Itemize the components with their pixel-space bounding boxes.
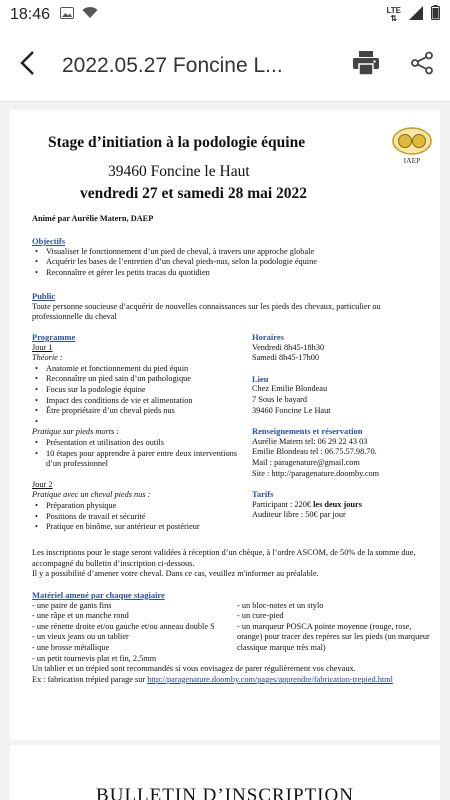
lieu-line: 7 Sous le bayard <box>252 394 308 404</box>
inscriptions-section <box>32 548 432 580</box>
printer-icon <box>353 51 379 80</box>
iaep-logo <box>390 126 434 166</box>
status-bar <box>0 0 450 30</box>
inscriptions-text: Les inscriptions pour le stage seront validées à réception d’un chèque, à l’ordre ASCOM, de 50% de la somme due, accompagné du bulletin d’inscription ci-dessous. <box>32 548 416 568</box>
materiel-example-label: Ex : fabrication trépied parage sur <box>32 674 148 684</box>
materiel-example <box>32 675 432 686</box>
network-type-label: LTE <box>386 6 401 15</box>
list-item: - une paire de gants fins <box>32 600 112 610</box>
list-item: - une rénette droite et/ou gauche et/ou anneau double S <box>32 621 215 631</box>
list-item <box>32 417 237 428</box>
stage-title: Stage d’initiation à la podologie équine <box>48 134 306 151</box>
jour1-label: Jour 1 <box>32 342 53 352</box>
list-item: - une brosse métallique <box>32 642 110 652</box>
lieu-line: Chez Emilie Blondeau <box>252 384 328 394</box>
list-item: • Impact des conditions de vie et alimentation <box>32 396 237 407</box>
network-type: LTE ⇅ <box>386 6 401 23</box>
inscriptions-text: Il y a possibilité d’amener votre cheval. Dans ce cas, veuillez m'informer au préalable. <box>32 569 319 579</box>
list-item: - une râpe et un manche rond <box>32 611 129 621</box>
list-item: • Reconnaître et gérer les petits tracas du quotidien <box>32 268 432 279</box>
horaires-line: Samedi 8h45-17h00 <box>252 353 320 363</box>
list-item: • Focus sur la podologie équine <box>32 385 237 396</box>
tarif-participant-price: Participant : 220€ <box>252 499 314 509</box>
materiel-footer: Un tablier et un trépied sont recommandés si vous envisagez de parer régulièrement vos chevaux. <box>32 664 356 674</box>
svg-text:IAEP: IAEP <box>403 156 421 165</box>
document-title: 2022.05.27 Foncine L... <box>62 53 283 77</box>
programme-section <box>32 332 237 533</box>
list-item: • Visualiser le fonctionnement d’un pied de cheval, à travers une approche globale <box>32 247 432 258</box>
battery-icon <box>431 5 440 25</box>
info-column <box>252 332 437 521</box>
document-page <box>10 110 440 740</box>
list-item: • Reconnaître un pied sain d’un pathologique <box>32 374 237 385</box>
public-heading: Public <box>32 291 56 301</box>
lieu-heading: Lieu <box>252 373 269 384</box>
contact-heading: Renseignements et réservation <box>252 426 363 437</box>
list-item: - un bloc-notes et un stylo <box>237 600 324 610</box>
horaires-line: Vendredi 8h45-18h30 <box>252 342 325 352</box>
list-item: • Anatomie et fonctionnement du pied équin <box>32 364 237 375</box>
animator: Animé par Aurélie Matern, DAEP <box>32 214 154 223</box>
fabrication-trepied-link[interactable]: http://paragenature.doomby.com/pages/apprendre/fabrication-trepied.html <box>147 674 393 684</box>
materiel-section <box>32 590 432 685</box>
print-button[interactable] <box>338 30 394 102</box>
tarifs-heading: Tarifs <box>252 489 274 500</box>
back-arrow-icon <box>18 50 36 81</box>
bulletin-title: BULLETIN D’INSCRIPTION <box>96 785 354 800</box>
list-item: • Présentation et utilisation des outils <box>32 438 237 449</box>
lieu-line: 39460 Foncine Le Haut <box>252 405 331 415</box>
list-item: - un vieux jeans ou un tablier <box>32 632 129 642</box>
list-item: • Pratique en binôme, sur antérieur et postérieur <box>32 522 237 533</box>
theorie-label: Théorie : <box>32 353 63 363</box>
status-time: 18:46 <box>10 6 51 23</box>
contact-line: Emilie Blondeau tel : 06.75.57.98.70. <box>252 447 377 457</box>
stage-date: vendredi 27 et samedi 28 mai 2022 <box>80 185 308 202</box>
contact-line: Aurélie Matern tel: 06 29 22 43 03 <box>252 436 368 446</box>
share-button[interactable] <box>394 30 450 102</box>
list-item: • Acquérir les bases de l’entretien d’un cheval pieds-nus, selon la podologie équine <box>32 257 432 268</box>
document-page-2 <box>10 745 440 800</box>
horaires-heading: Horaires <box>252 332 284 342</box>
objectifs-section <box>32 236 432 278</box>
signal-icon <box>409 6 423 25</box>
contact-line: Mail : paragenature@gmail.com <box>252 457 360 467</box>
list-item: • Positions de travail et sécurité <box>32 512 237 523</box>
jour2-label: Jour 2 <box>32 479 53 489</box>
list-item: • 10 étapes pour apprendre à parer entre deux interventions d’un professionnel <box>32 449 237 470</box>
programme-heading: Programme <box>32 332 76 342</box>
tarif-participant <box>252 500 437 511</box>
image-notification-icon <box>60 6 74 24</box>
tarif-participant-duration: les deux jours <box>313 499 362 509</box>
back-button[interactable] <box>0 30 54 102</box>
stage-place: 39460 Foncine le Haut <box>108 163 250 180</box>
tarif-auditeur: Auditeur libre : 50€ par jour <box>252 510 346 520</box>
contact-line: Site : http://paragenature.doomby.com <box>252 468 380 478</box>
app-bar <box>0 30 450 102</box>
list-item: • Préparation physique <box>32 501 237 512</box>
public-section <box>32 291 432 323</box>
materiel-heading: Matériel amené par chaque stagiaire <box>32 590 165 600</box>
list-item: - un petit tournevis plat et fin, 2.5mm <box>32 653 157 663</box>
pratique1-label: Pratique sur pieds morts : <box>32 427 120 437</box>
share-icon <box>410 51 434 80</box>
list-item: - un cure-pied <box>237 611 284 621</box>
list-item: - un marqueur POSCA pointe moyenne (rouge, rose, orange) pour tracer des repères sur les pieds (un marqueur classique marque très mal) <box>237 621 430 652</box>
list-item: • Être propriétaire d’un cheval pieds nus <box>32 406 237 417</box>
public-text: Toute personne soucieuse d’acquérir de nouvelles connaissances sur les pieds des chevaux, particulier ou professionnelle du cheval <box>32 301 381 322</box>
wifi-icon <box>82 6 98 24</box>
pratique2-label: Pratique avec un cheval pieds nus : <box>32 490 151 500</box>
objectifs-heading: Objectifs <box>32 236 66 246</box>
